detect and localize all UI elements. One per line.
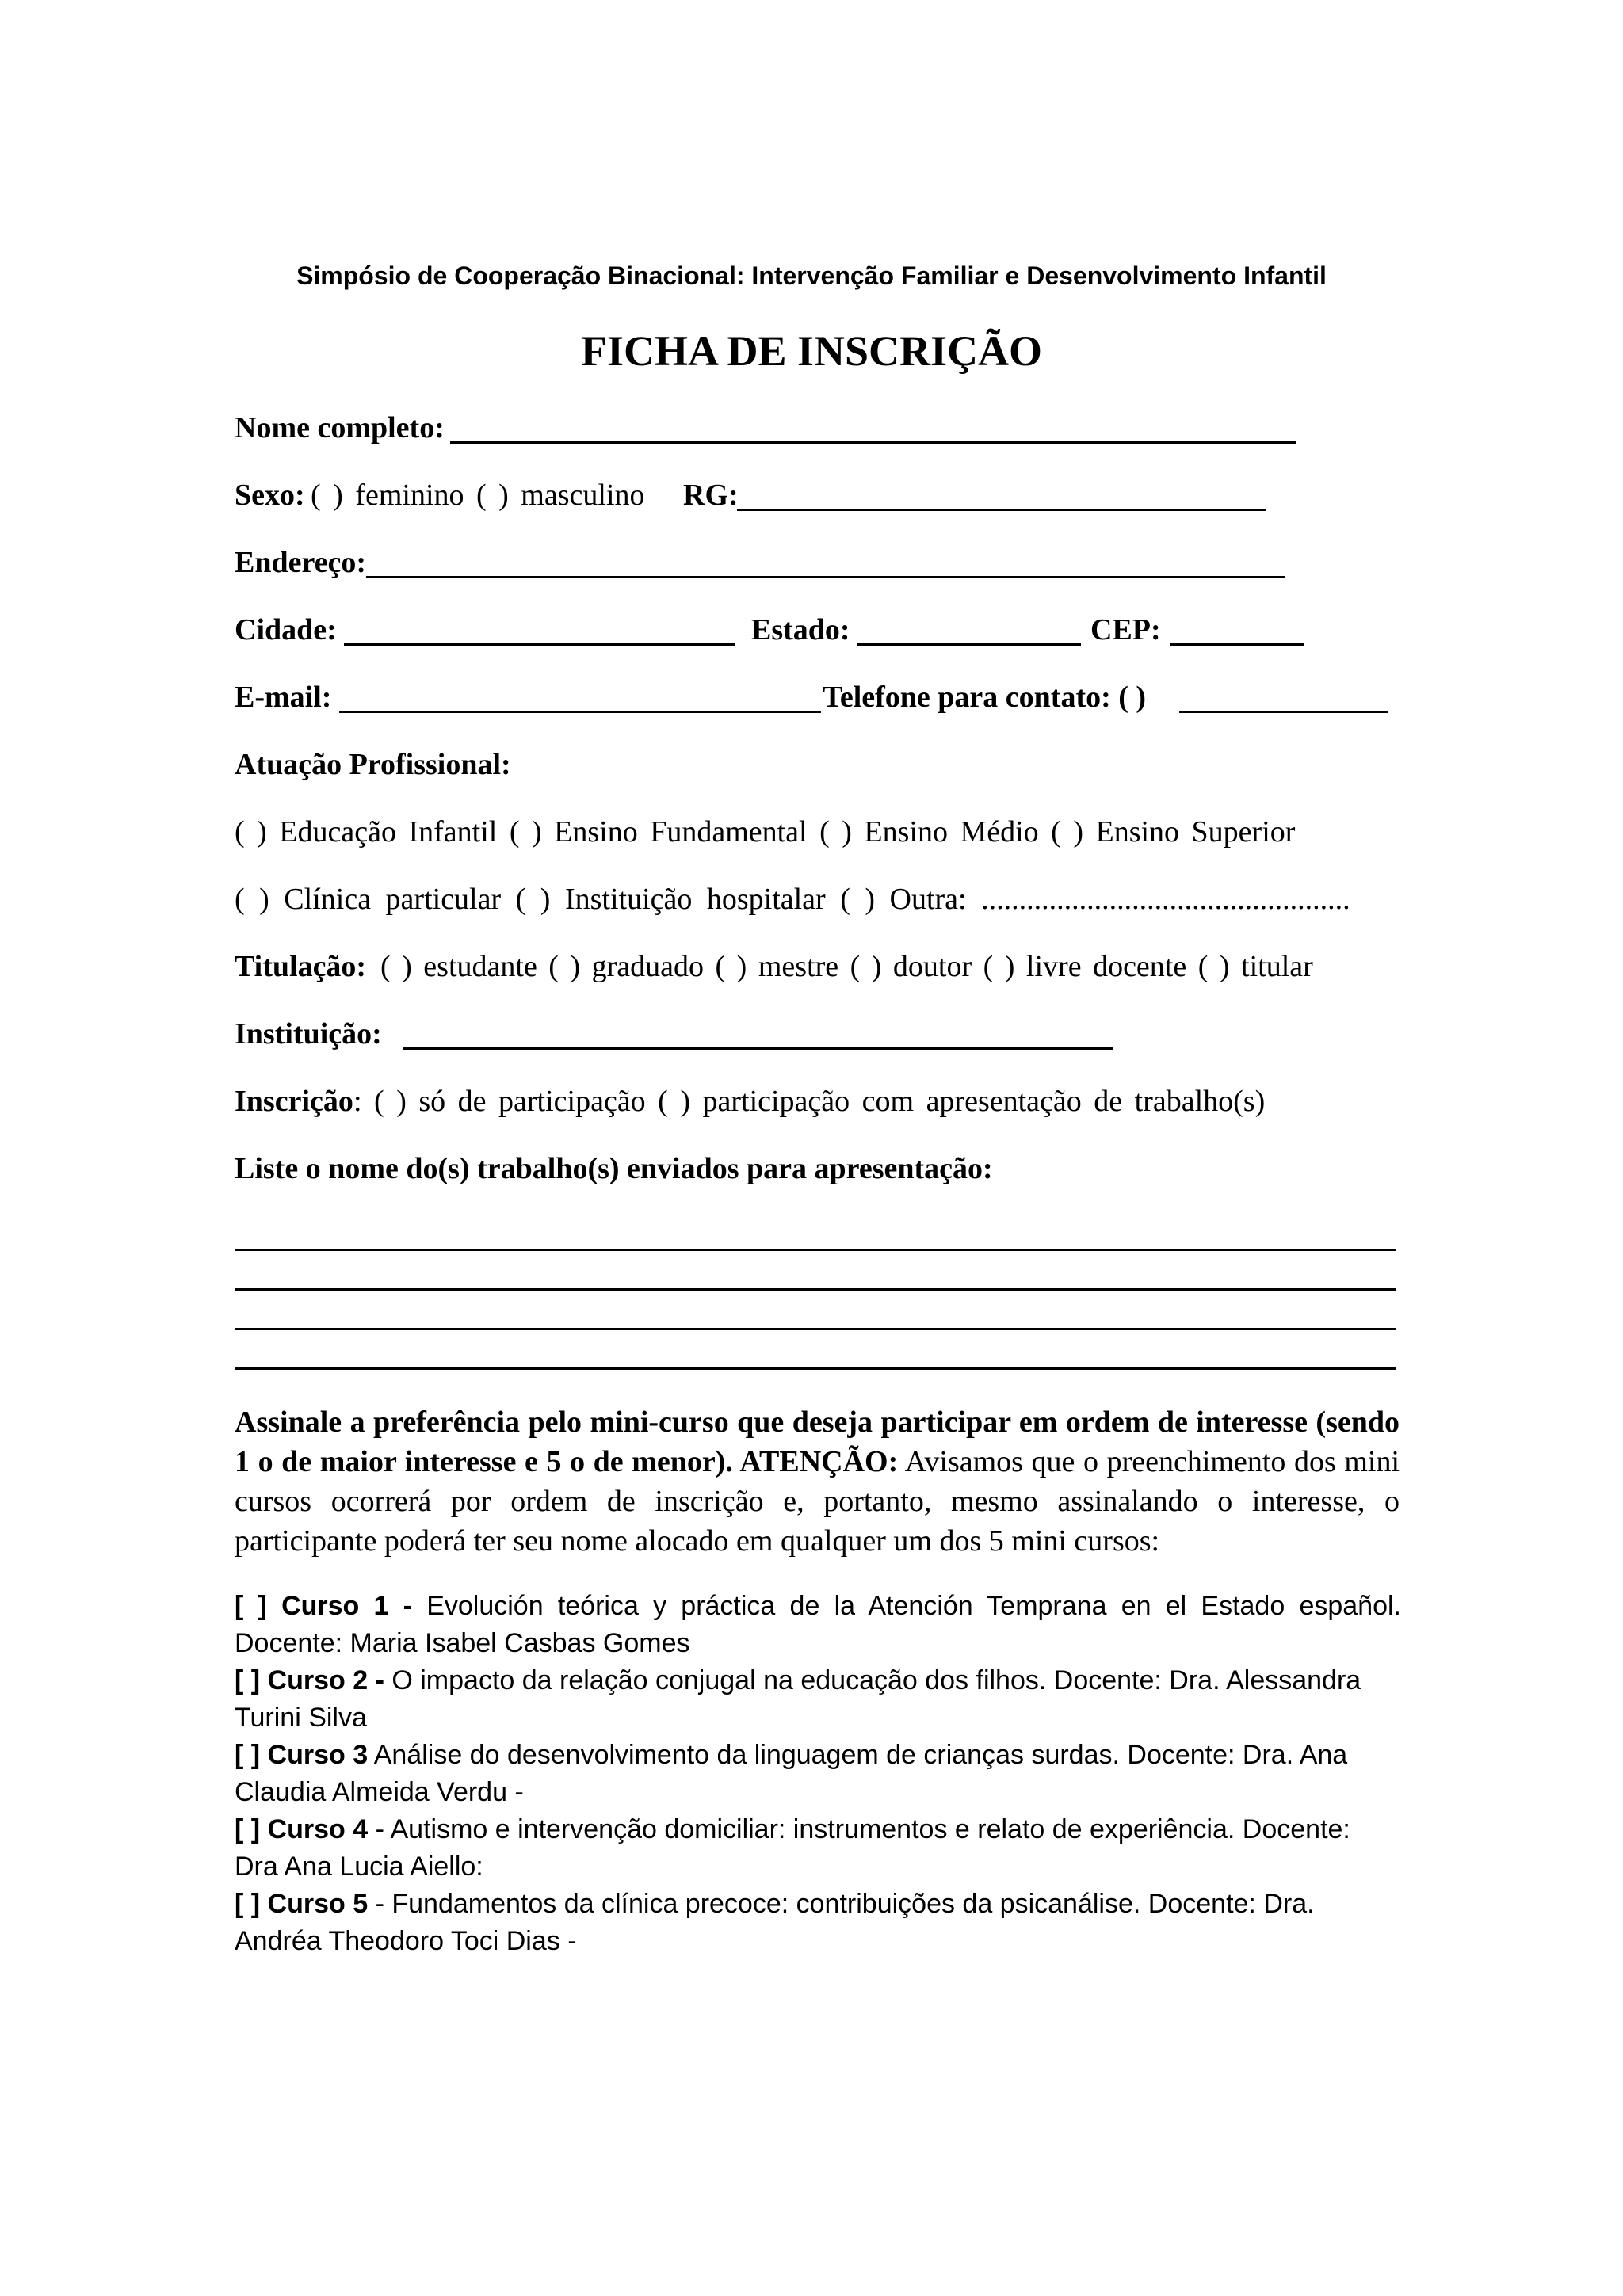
nome-field[interactable] bbox=[450, 441, 1296, 444]
inscricao-options[interactable]: : ( ) só de participação ( ) participação com apresentação de trabalho(s) bbox=[353, 1085, 1266, 1118]
cep-label: CEP: bbox=[1090, 613, 1161, 646]
course-5-desc: - Fundamentos da clínica precoce: contribuições da psicanálise. Docente: Dra. Andréa Theodoro Toci Dias - bbox=[235, 1889, 1315, 1956]
course-2-name: Curso 2 - bbox=[267, 1665, 384, 1695]
course-2-checkbox[interactable]: [ ] bbox=[235, 1665, 261, 1695]
course-3-name: Curso 3 bbox=[267, 1740, 369, 1770]
course-item-2 bbox=[235, 1662, 1401, 1737]
course-item-3 bbox=[235, 1737, 1401, 1811]
telefone-field[interactable] bbox=[1179, 711, 1388, 713]
course-1-desc: Evolución teórica y práctica de la Atención Temprana en el Estado español. Docente: Maria Isabel Casbas Gomes bbox=[235, 1591, 1402, 1658]
course-4-desc: - Autismo e intervenção domiciliar: instrumentos e relato de experiência. Docente: Dra Ana Lucia Aiello: bbox=[235, 1814, 1350, 1882]
atuacao-label: Atuação Profissional: bbox=[235, 748, 511, 781]
rg-label: RG: bbox=[683, 479, 739, 512]
atuacao-options-row2[interactable]: ( ) Clínica particular ( ) Instituição hospitalar ( ) Outra: ................................................. bbox=[235, 883, 1350, 916]
course-1-name: Curso 1 - bbox=[281, 1591, 412, 1621]
event-subtitle: Simpósio de Cooperação Binacional: Intervenção Familiar e Desenvolvimento Infantil bbox=[296, 261, 1327, 290]
course-item-1 bbox=[235, 1588, 1401, 1662]
trabalho-line-3[interactable] bbox=[235, 1328, 1396, 1330]
course-item-5 bbox=[235, 1886, 1401, 1960]
atuacao-options-row1[interactable]: ( ) Educação Infantil ( ) Ensino Fundamental ( ) Ensino Médio ( ) Ensino Superior bbox=[235, 815, 1296, 849]
instituicao-field[interactable] bbox=[403, 1047, 1113, 1050]
rg-field[interactable] bbox=[737, 509, 1266, 511]
preferencia-paragraph bbox=[235, 1402, 1400, 1561]
trabalho-line-1[interactable] bbox=[235, 1249, 1396, 1251]
course-5-checkbox[interactable]: [ ] bbox=[235, 1889, 261, 1919]
estado-field[interactable] bbox=[857, 643, 1081, 646]
nome-label: Nome completo: bbox=[235, 411, 445, 444]
course-4-checkbox[interactable]: [ ] bbox=[235, 1814, 261, 1844]
course-4-name: Curso 4 bbox=[267, 1814, 369, 1844]
course-2-desc: O impacto da relação conjugal na educação dos filhos. Docente: Dra. Alessandra Turini Silva bbox=[235, 1665, 1361, 1733]
cep-field[interactable] bbox=[1170, 643, 1304, 646]
trabalho-line-2[interactable] bbox=[235, 1288, 1396, 1291]
sexo-label: Sexo: bbox=[235, 479, 305, 512]
trabalho-line-4[interactable] bbox=[235, 1367, 1396, 1370]
course-3-checkbox[interactable]: [ ] bbox=[235, 1740, 261, 1770]
estado-label: Estado: bbox=[751, 613, 850, 646]
endereco-field[interactable] bbox=[366, 576, 1285, 578]
inscricao-label: Inscrição bbox=[235, 1085, 353, 1118]
cidade-label: Cidade: bbox=[235, 613, 337, 646]
preferencia-text: Avisamos que o preenchimento dos mini cursos ocorrerá por ordem de inscrição e, portanto, mesmo assinalando o interesse, o participante poderá ter seu nome alocado em qualquer um dos 5 mini cursos: bbox=[235, 1445, 1400, 1558]
trabalhos-label: Liste o nome do(s) trabalho(s) enviados para apresentação: bbox=[235, 1152, 993, 1185]
titulacao-options[interactable]: ( ) estudante ( ) graduado ( ) mestre ( ) doutor ( ) livre docente ( ) titular bbox=[380, 950, 1313, 983]
course-1-checkbox[interactable]: [ ] bbox=[235, 1591, 267, 1621]
cidade-field[interactable] bbox=[344, 643, 735, 646]
instituicao-label: Instituição: bbox=[235, 1017, 382, 1051]
course-3-desc: Análise do desenvolvimento da linguagem de crianças surdas. Docente: Dra. Ana Claudia Almeida Verdu - bbox=[235, 1740, 1348, 1807]
titulacao-label: Titulação: bbox=[235, 950, 367, 983]
sexo-options[interactable]: ( ) feminino ( ) masculino bbox=[311, 479, 645, 512]
email-label: E-mail: bbox=[235, 681, 332, 714]
email-field[interactable] bbox=[339, 711, 821, 713]
preferencia-bold-text: Assinale a preferência pelo mini-curso que deseja participar em ordem de interesse (sendo 1 o de maior interesse e 5 o de menor). ATENÇÃO: bbox=[235, 1405, 1400, 1478]
telefone-label: Telefone para contato: ( ) bbox=[823, 681, 1147, 714]
endereco-label: Endereço: bbox=[235, 546, 367, 579]
course-5-name: Curso 5 bbox=[267, 1889, 369, 1919]
course-list bbox=[235, 1588, 1401, 1960]
page-title: FICHA DE INSCRIÇÃO bbox=[580, 327, 1043, 375]
course-item-4 bbox=[235, 1811, 1401, 1886]
